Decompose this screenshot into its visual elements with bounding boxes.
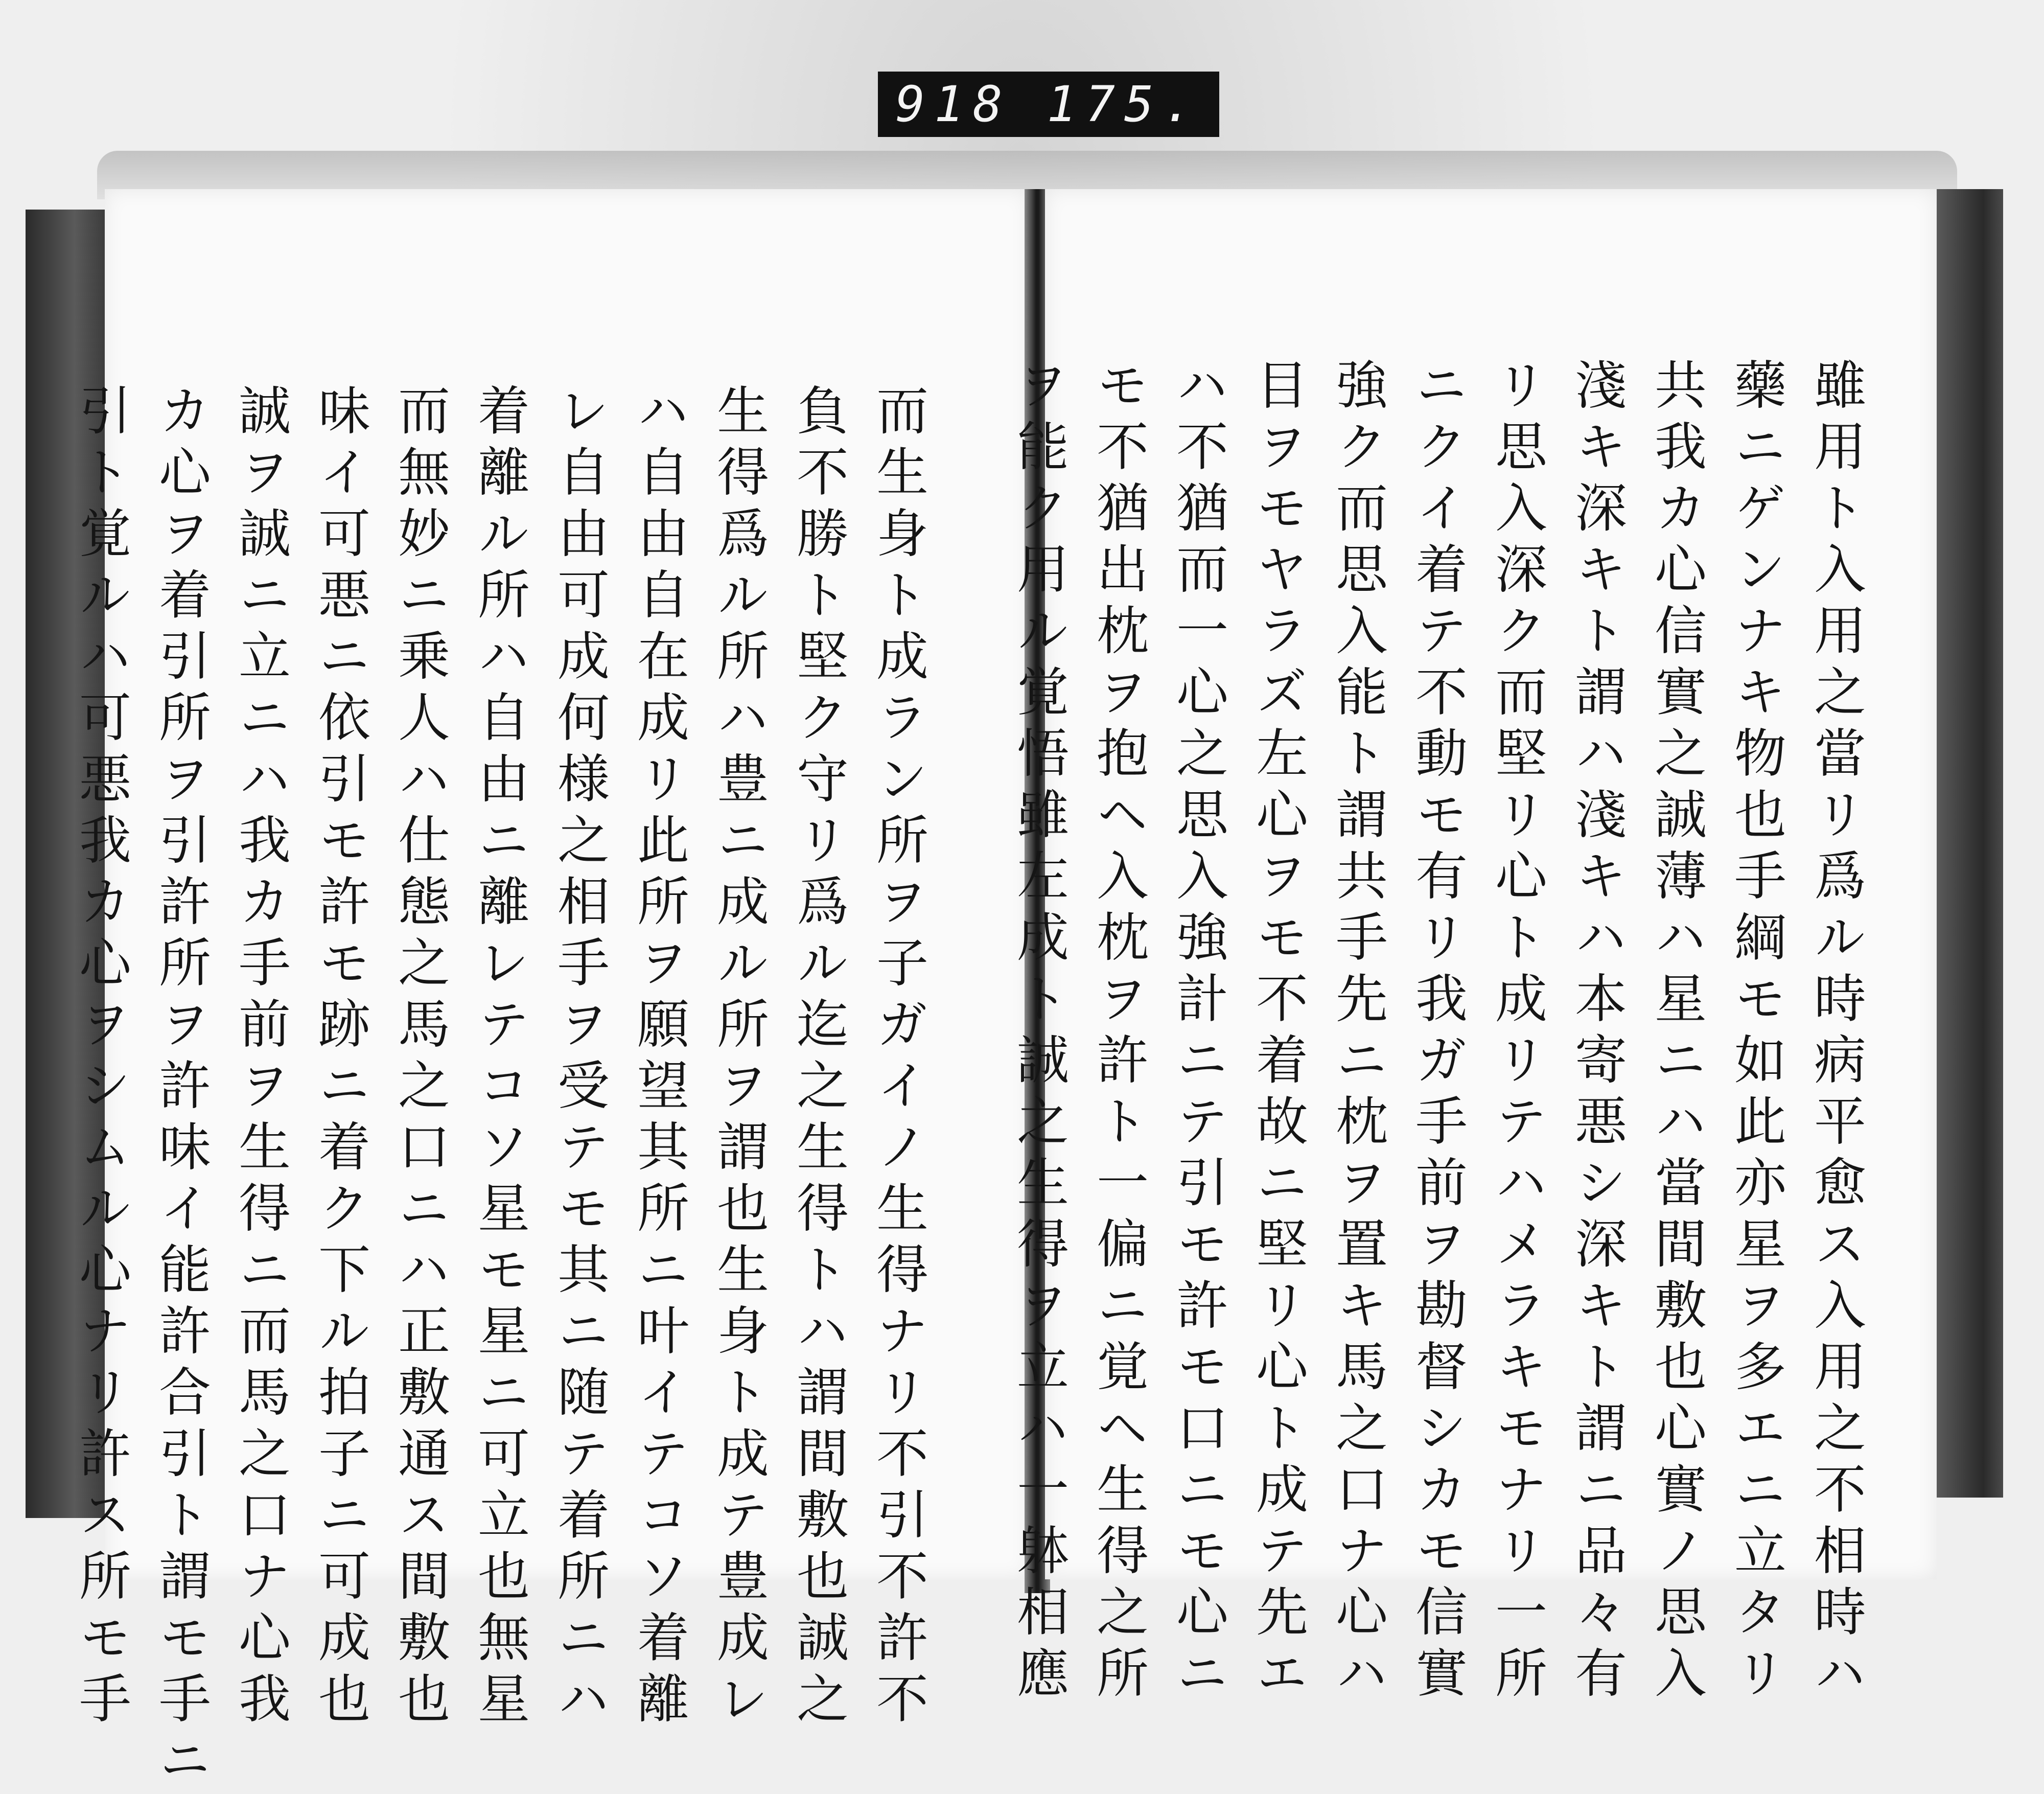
book-edge-right: [1937, 189, 2003, 1498]
text-column: 強ク而思入能ト謂共手先ニ枕ヲ置キ馬之口ナ心ハ: [1327, 358, 1388, 1707]
text-column: ハ不猶而一心之思入強計ニテ引モ許モ口ニモ心ニ: [1168, 358, 1228, 1707]
text-column: カ心ヲ着引所ヲ引許所ヲ許味イ能許合引ト謂モ手ニ: [150, 383, 211, 1794]
text-column: ヲ能ク用ル覚悟雖左成ト誠之生得ヲ立ハ一躰相應: [1008, 358, 1069, 1707]
text-column: ニクイ着テ不動モ有リ我ガ手前ヲ勘督シカモ信實: [1407, 358, 1468, 1707]
text-column: 藥ニゲンナキ物也手綱モ如此亦星ヲ多エニ立タリ: [1726, 358, 1786, 1707]
archive-label-right: 175.: [1047, 76, 1202, 133]
text-column: 生得爲ル所ハ豊ニ成ル所ヲ謂也生身ト成テ豊成レ: [708, 383, 769, 1733]
text-column: 負不勝ト堅ク守リ爲ル迄之生得トハ謂間敷也誠之: [788, 383, 849, 1733]
right-page-text: [998, 358, 1875, 1707]
text-column: 誠ヲ誠ニ立ニハ我カ手前ヲ生得ニ而馬之口ナ心我: [230, 383, 291, 1733]
text-column: 而無妙ニ乗人ハ仕態之馬之口ニハ正敷通ス間敷也: [389, 383, 450, 1733]
left-page-text: [61, 383, 938, 1794]
text-column: レ自由可成何様之相手ヲ受テモ其ニ随テ着所ニハ: [549, 383, 610, 1733]
text-column: モ不猶出枕ヲ抱ヘ入枕ヲ許ト一偏ニ覚ヘ生得之所: [1088, 358, 1149, 1707]
text-column: 味イ可悪ニ依引モ許モ跡ニ着ク下ル拍子ニ可成也: [310, 383, 370, 1733]
right-page: [1008, 189, 1937, 1707]
text-column: 共我カ心信實之誠薄ハ星ニハ當間敷也心實ノ思入: [1646, 358, 1707, 1707]
left-page: [71, 189, 1030, 1794]
text-column: 着離ル所ハ自由ニ離レテコソ星モ星ニ可立也無星: [469, 383, 530, 1733]
archive-label-left: 918: [895, 76, 1012, 133]
open-book: [26, 189, 2003, 1794]
archive-label: [878, 72, 1219, 137]
text-column: 目ヲモヤラズ左心ヲモ不着故ニ堅リ心ト成テ先エ: [1247, 358, 1308, 1707]
text-column: 而生身ト成ラン所ヲ子ガイノ生得ナリ不引不許不: [868, 383, 928, 1733]
text-column: 引ト覚ルハ可悪我カ心ヲシムル心ナリ許ス所モ手: [71, 383, 131, 1733]
text-column: ハ自由自在成リ此所ヲ願望其所ニ叶イテコソ着離: [629, 383, 689, 1733]
text-column: 淺キ深キト謂ハ淺キハ本寄悪シ深キト謂ニ品々有: [1566, 358, 1627, 1707]
text-column: リ思入深ク而堅リ心ト成リテハメラキモナリ一所: [1486, 358, 1547, 1707]
text-column: 雖用ト入用之當リ爲ル時病平愈ス入用之不相時ハ: [1805, 358, 1866, 1707]
